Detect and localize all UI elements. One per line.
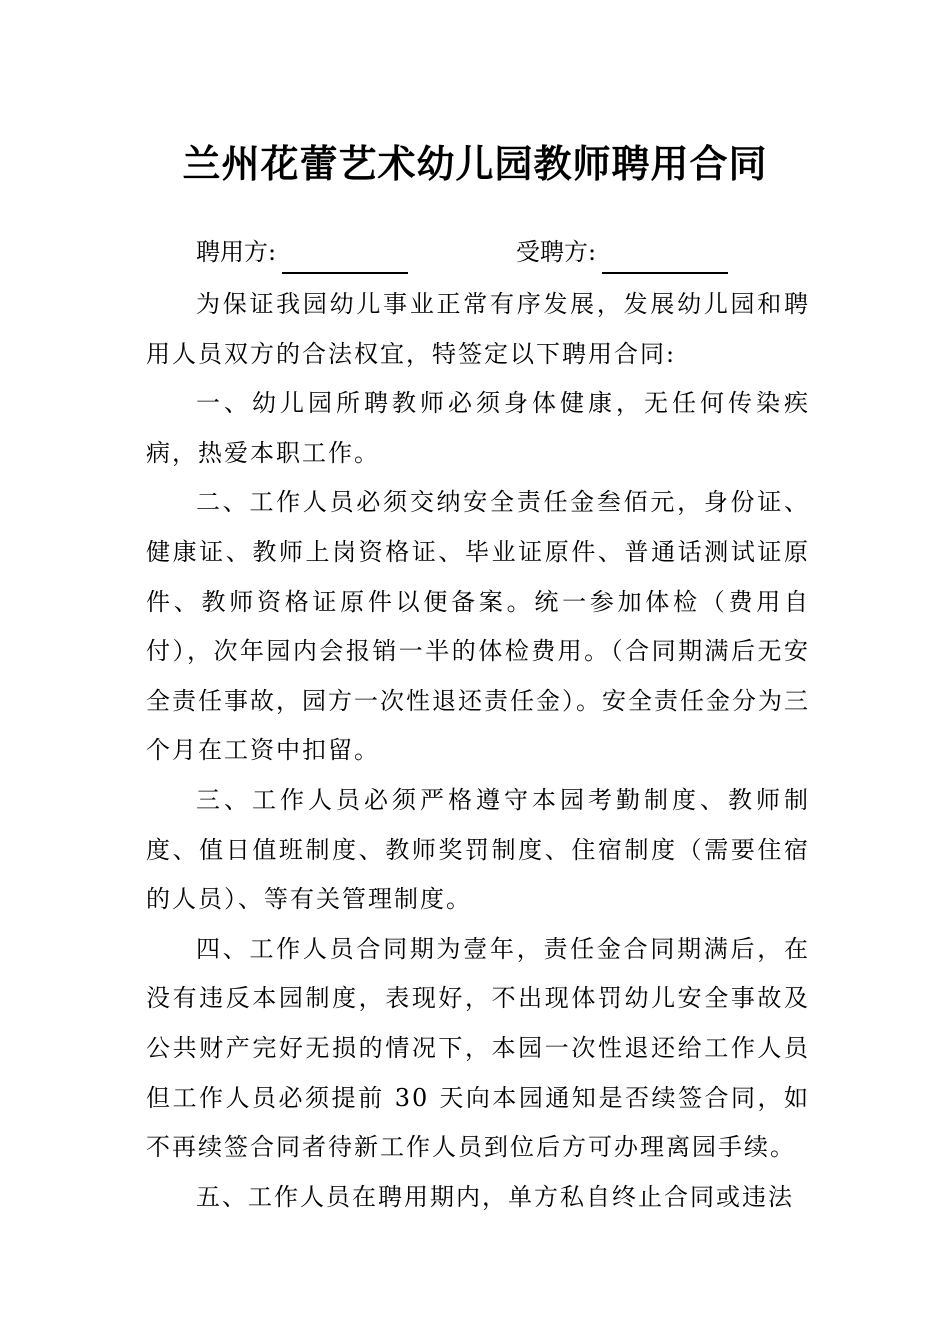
- employee-label: 受聘方:: [516, 238, 597, 266]
- paragraph-clause-3: 三、工作人员必须严格遵守本园考勤制度、教师制度、值日值班制度、教师奖罚制度、住宿制度（需要住宿的人员）、等有关管理制度。: [146, 785, 810, 914]
- contract-body: [146, 280, 810, 1222]
- employer-blank: [282, 242, 408, 274]
- paragraph-clause-5: 五、工作人员在聘用期内，单方私自终止合同或违法: [196, 1182, 794, 1211]
- party-line: [196, 230, 816, 274]
- paragraph-clause-1: 一、幼儿园所聘教师必须身体健康，无任何传染疾病，热爱本职工作。: [146, 389, 810, 467]
- paragraph-clause-4: 四、工作人员合同期为壹年，责任金合同期满后，在没有违反本园制度，表现好，不出现体罚幼儿安全事故及公共财产完好无损的情况下，本园一次性退还给工作人员但工作人员必须提前 30 天向本园通知是否续签合同，如不再续签合同者待新工作人员到位后方可办理离园手续。: [146, 934, 810, 1162]
- paragraph-intro: 为保证我园幼儿事业正常有序发展，发展幼儿园和聘用人员双方的合法权宜，特签定以下聘用合同:: [146, 290, 810, 368]
- employer-label: 聘用方:: [196, 238, 277, 266]
- document-title: 兰州花蕾艺术幼儿园教师聘用合同: [182, 142, 768, 186]
- employee-blank: [602, 242, 728, 274]
- employer-field: [196, 230, 408, 274]
- employee-field: [516, 230, 728, 274]
- paragraph-clause-2: 二、工作人员必须交纳安全责任金叁佰元，身份证、健康证、教师上岗资格证、毕业证原件、普通话测试证原件、教师资格证原件以便备案。统一参加体检（费用自付），次年园内会报销一半的体检费用。（合同期满后无安全责任事故，园方一次性退还责任金）。安全责任金分为三个月在工资中扣留。: [146, 488, 810, 765]
